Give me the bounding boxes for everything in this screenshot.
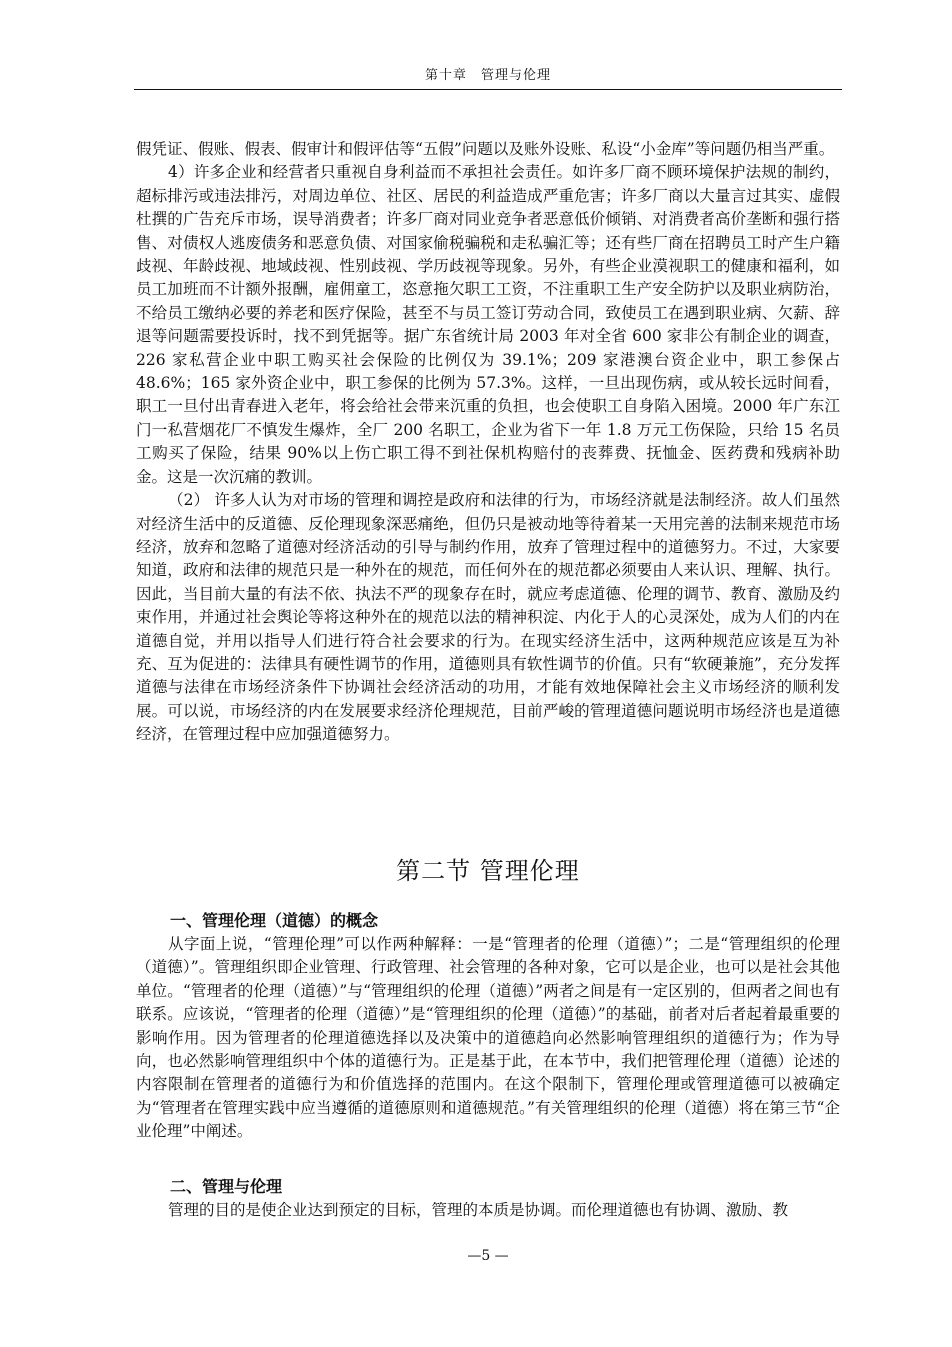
running-header: 第十章 管理与伦理 bbox=[424, 68, 551, 83]
subsection-heading-management-ethics: 二、管理与伦理 bbox=[170, 1177, 283, 1196]
section-title: 第二节 管理伦理 bbox=[396, 857, 580, 885]
paragraph-management-ethics: 管理的目的是使企业达到预定的目标，管理的本质是协调。而伦理道德也有协调、激励、教 bbox=[168, 1201, 789, 1219]
page-number: —5 — bbox=[467, 1248, 509, 1264]
paragraph-law-and-ethics: （2） 许多人认为对市场的管理和调控是政府和法律的行为，市场经济就是法制经济。故人们虽然对经济生活中的反道德、反伦理现象深恶痛绝，但仍只是被动地等待着某一天用完善的法制来规范市场经济，放弃和忽略了道德对经济活动的引导与制约作用，放弃了管理过程中的道德努力。不过，大家要知道，政府和法律的规范只是一种外在的规范，而任何外在的规范都必须要由人来认识、理解、执行。因此，当目前大量的有法不依、执法不严的现象存在时，就应考虑道德、伦理的调节、教育、激励及约束作用，并通过社会舆论等将这种外在的规范以法的精神积淀、内化于人的心灵深处，成为人们的内在道德自觉，并用以指导人们进行符合社会要求的行为。在现实经济生活中，这两种规范应该是互为补充、互为促进的：法律具有硬性调节的作用，道德则具有软性调节的价值。只有“软硬兼施”，充分发挥道德与法律在市场经济条件下协调社会经济活动的功用，才能有效地保障社会主义市场经济的顺利发展。可以说，市场经济的内在发展要求经济伦理规范，目前严峻的管理道德问题说明市场经济也是道德经济，在管理过程中应加强道德努力。 bbox=[136, 491, 840, 744]
top-text-block bbox=[136, 138, 840, 747]
paragraph-social-responsibility: 4）许多企业和经营者只重视自身利益而不承担社会责任。如许多厂商不顾环境保护法规的制约，超标排污或违法排污，对周边单位、社区、居民的利益造成严重危害；许多厂商以大量言过其实、虚假杜撰的广告充斥市场，误导消费者；许多厂商对同业竞争者恶意低价倾销、对消费者高价垄断和强行搭售、对债权人逃废债务和恶意负债、对国家偷税骗税和走私骗汇等；还有些厂商在招聘员工时产生户籍歧视、年龄歧视、地域歧视、性别歧视、学历歧视等现象。另外，有些企业漠视职工的健康和福利，如员工加班而不计额外报酬，雇佣童工，恣意拖欠职工工资，不注重职工生产安全防护以及职业病防治，不给员工缴纳必要的养老和医疗保险，甚至不与员工签订劳动合同，致使员工在遇到职业病、欠薪、辞退等问题需要投诉时，找不到凭据等。据广东省统计局 2003 年对全省 600 家非公有制企业的调查，226 家私营企业中职工购买社会保险的比例仅为 39.1%；209 家港澳台资企业中，职工参保占 48.6%；165 家外资企业中，职工参保的比例为 57.3%。这样，一旦出现伤病，或从较长远时间看，职工一旦付出青春进入老年，将会给社会带来沉重的负担，也会使职工自身陷入困境。2000 年广东江门一私营烟花厂不慎发生爆炸，全厂 200 名职工，企业为省下一年 1.8 万元工伤保险，只给 15 名员工购买了保险，结果 90%以上伤亡职工得不到社保机构赔付的丧葬费、抚恤金、医药费和残病补助金。这是一次沉痛的教训。 bbox=[136, 163, 840, 486]
header-rule bbox=[134, 89, 842, 90]
subsection-concept-text bbox=[136, 933, 840, 1144]
paragraph-concept: 从字面上说，“管理伦理”可以作两种解释：一是“管理者的伦理（道德）”；二是“管理组织的伦理（道德）”。管理组织即企业管理、行政管理、社会管理的各种对象，它可以是企业，也可以是社会其他单位。“管理者的伦理（道德）”与“管理组织的伦理（道德）”两者之间是有一定区别的，但两者之间也有联系。应该说，“管理者的伦理（道德）”是“管理组织的伦理（道德）”的基础，前者对后者起着最重要的影响作用。因为管理者的伦理道德选择以及决策中的道德趋向必然影响管理组织的道德行为；作为导向，也必然影响管理组织中个体的道德行为。正是基于此，在本节中，我们把管理伦理（道德）论述的内容限制在管理者的道德行为和价值选择的范围内。在这个限制下，管理伦理或管理道德可以被确定为“管理者在管理实践中应当遵循的道德原则和道德规范。”有关管理组织的伦理（道德）将在第三节“企业伦理”中阐述。 bbox=[136, 935, 840, 1141]
subsection-management-ethics-text bbox=[136, 1199, 840, 1222]
paragraph-continuation: 假凭证、假账、假表、假审计和假评估等“五假”问题以及账外设账、私设“小金库”等问题仍相当严重。 bbox=[136, 140, 835, 158]
subsection-heading-concept: 一、管理伦理（道德）的概念 bbox=[170, 911, 379, 930]
